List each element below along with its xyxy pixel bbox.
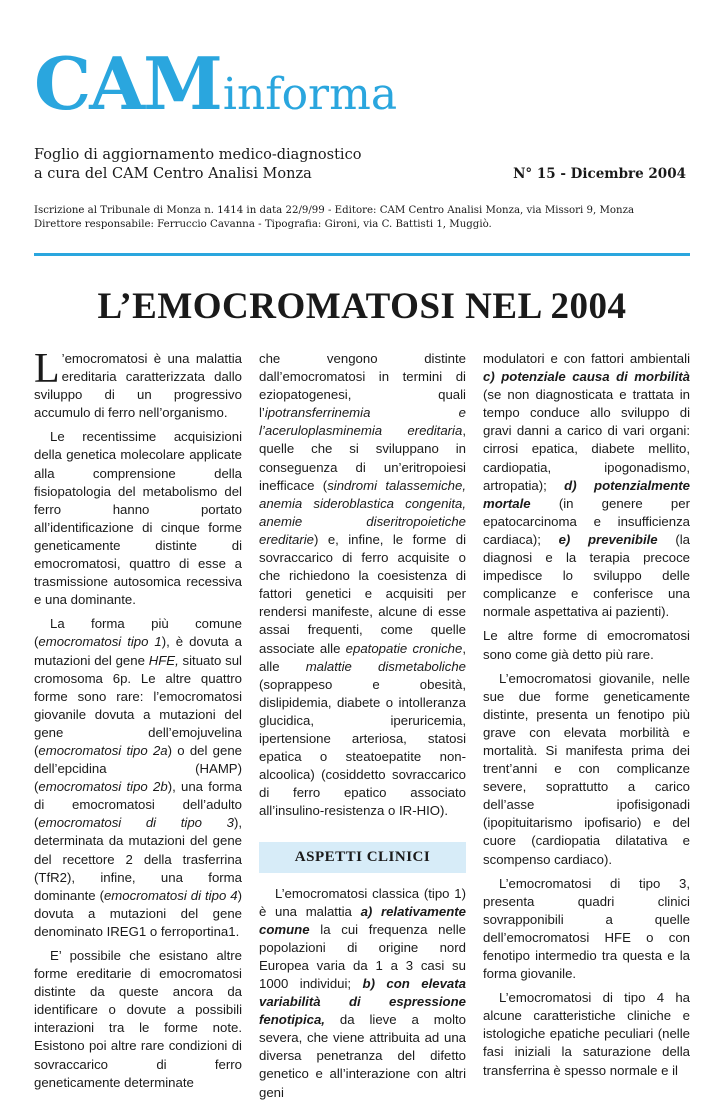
paragraph: Le altre forme di emocromatosi sono come già detto più rare. <box>483 628 690 662</box>
text-run: la cui frequenza nelle popolazioni di origine nord Europea varia da 1 a 3 casi su 1000 individui; <box>259 921 466 991</box>
emphasis-italic: epatopatie croniche <box>345 640 463 656</box>
emphasis-italic: malattie dismetaboliche <box>305 658 466 674</box>
paragraph: E’ possibile che esistano altre forme ereditarie di emocromatosi distinte da queste ancora da identificare o dovute a possibili interazioni tra le forme note. Esistono poi altre rare condizioni di sovraccarico di ferro geneticamente determinate <box>34 948 242 1090</box>
subtitle-line-1: Foglio di aggiornamento medico-diagnostico <box>34 147 362 163</box>
text-run: ) dovuta a mutazioni del gene denominato IREG1 o ferroportina1. <box>34 887 243 939</box>
paragraph: L’emocromatosi di tipo 4 ha alcune caratteristiche cliniche e istologiche epatiche peculiari (nelle fasi iniziali la saturazione della transferrina è spesso normale e il <box>483 990 690 1078</box>
emphasis-italic: emocromatosi tipo 1 <box>38 634 162 650</box>
paragraph <box>259 350 466 820</box>
logo-informa: informa <box>222 69 398 120</box>
paragraph <box>34 615 242 941</box>
subtitle-line-2: a cura del CAM Centro Analisi Monza <box>34 166 312 182</box>
emphasis-bold-italic: d) potenzialmente mortale <box>483 477 690 511</box>
logo-cam: CAM <box>34 41 221 126</box>
article-column-2 <box>259 350 466 1108</box>
paragraph: L’emocromatosi giovanile, nelle sue due forme geneticamente distinte, presenta un fenotipo più grave con elevata morbilità e mortalità. Si manifesta prima dei trent’anni e con complicanze severe, soprattutto a carico dell’asse ipofisigonadi (ipopituitarismo ipofisario) e del cuore (cardiopatia dilatativa e scompenso cardiaco). <box>483 670 690 867</box>
text-run: situato sul cromosoma 6p. Le altre quattro forme sono rare: l’emocromatosi giovanile dovuta a mutazioni del gene dell’emojuvelina ( <box>34 652 242 758</box>
emphasis-bold-italic: a) relativamente comune <box>259 903 466 937</box>
text-run: (soprappeso e obesità, dislipidemia, diabete o intolleranza glucidica, iperuricemia, ipertensione arteriosa, statosi epatica o steatoepatite non-alcoolica) (cosiddetto sovraccarico di ferro epatico associato all’insulino-resistenza o IR-HIO). <box>259 676 466 819</box>
emphasis-italic: emocromatosi di tipo 3 <box>38 815 234 831</box>
paragraph: L’emocromatosi di tipo 3, presenta quadri clinici sovrapponibili a quelle dell’emocromatosi HFE o con fenotipo intermedio tra questa e la forma giovanile. <box>483 875 690 982</box>
article-headline: L’EMOCROMATOSI NEL 2004 <box>97 286 627 327</box>
paragraph <box>483 350 690 621</box>
emphasis-bold-italic: b) con elevata variabilità di espressione fenotipica, <box>259 976 466 1028</box>
legal-line-2: Direttore responsabile: Ferruccio Cavanna - Tipografia: Gironi, via C. Battisti 1, Muggiò. <box>34 218 492 230</box>
text-run: (la diagnosi e la terapia precoce impedisce lo sviluppo delle complicanze e conferisce una normale aspettativa ai pazienti). <box>483 531 690 620</box>
emphasis-italic: HFE, <box>148 652 179 668</box>
text-run: La forma più comune ( <box>34 616 242 650</box>
section-heading-aspetti-clinici: ASPETTI CLINICI <box>259 842 466 872</box>
article-column-3 <box>483 350 690 1086</box>
emphasis-bold-italic: e) prevenibile <box>558 531 658 547</box>
emphasis-italic: sindromi talassemiche, anemia sideroblastica congenita, anemie diseritropoietiche ereditarie <box>259 477 466 547</box>
text-run: ) o del gene dell’epcidina (HAMP) ( <box>34 742 242 795</box>
text-run: modulatori e con fattori ambientali <box>483 351 690 366</box>
drop-cap: L <box>34 346 60 392</box>
legal-line-1: Iscrizione al Tribunale di Monza n. 1414 in data 22/9/99 - Editore: CAM Centro Analisi Monza, via Missori 9, Monza <box>34 205 635 216</box>
paragraph: Le recentissime acquisizioni della genetica molecolare applicate alla comprensione della fisiopatologia del metabolismo del ferro hanno portato all’identificazione di cinque forme geneticamente distinte di emocromatosi, quattro di esse a trasmissione autosomica recessiva e una dominante. <box>34 429 242 608</box>
text-run: ), una forma di emocromatosi dell’adulto ( <box>34 779 242 831</box>
article-column-1 <box>34 346 243 1098</box>
text-run: ) e, infine, le forme di sovraccarico di ferro acquisite o che richiedono la coesistenza di fattori genetici e acquisiti per rendersi manifeste, alcune di esse assai frequenti, come quelle associate alle <box>259 531 466 656</box>
emphasis-italic: emocromatosi tipo 2b <box>38 779 168 795</box>
legal-notice <box>34 204 694 231</box>
newsletter-subtitle <box>34 146 361 184</box>
text-run: (se non diagnosticata e trattata in tempo conduce allo sviluppo di gravi danni a carico di vari organi: cirrosi epatica, diabete mellito, cardiopatia, ipogonadismo, artropatia); <box>483 387 690 493</box>
text-run: , alle <box>259 640 466 674</box>
text-run: , quelle che si sviluppano in conseguenza di un’eritropoiesi inefficace ( <box>259 423 466 493</box>
text-run: ), è dovuta a mutazioni del gene <box>34 634 242 668</box>
text-run: ), determinata da mutazioni del gene del recettore 2 della trasferrina (TfR2), infine, una forma dominante ( <box>34 815 242 903</box>
issue-number: N° 15 - Dicembre 2004 <box>513 166 686 182</box>
masthead-logo <box>34 41 398 126</box>
emphasis-italic: emocromatosi di tipo 4 <box>103 887 238 903</box>
text-run: che vengono distinte dall’emocromatosi in termini di eziopatogenesi, quali l’ <box>259 351 466 421</box>
text-run: (in genere per epatocarcinoma e insufficienza cardiaca); <box>483 495 690 547</box>
paragraph-intro: L ’emocromatosi è una malattia ereditaria caratterizzata dallo sviluppo di un progressivo accumulo di ferro nell’organismo. <box>34 346 242 421</box>
emphasis-italic: ipotransferrinemia e l’aceruloplasminemia ereditaria <box>259 405 466 439</box>
text-run: L’emocromatosi classica (tipo 1) è una malattia <box>259 885 466 919</box>
header-divider <box>34 253 690 256</box>
emphasis-bold-italic: c) potenziale causa di morbilità <box>483 369 690 385</box>
emphasis-italic: emocromatosi tipo 2a <box>38 742 168 758</box>
text-run: da lieve a molto severa, che viene attribuita ad una diversa penetranza del difetto genetico e all’interazione con altri geni <box>259 1012 466 1100</box>
paragraph <box>259 885 466 1102</box>
